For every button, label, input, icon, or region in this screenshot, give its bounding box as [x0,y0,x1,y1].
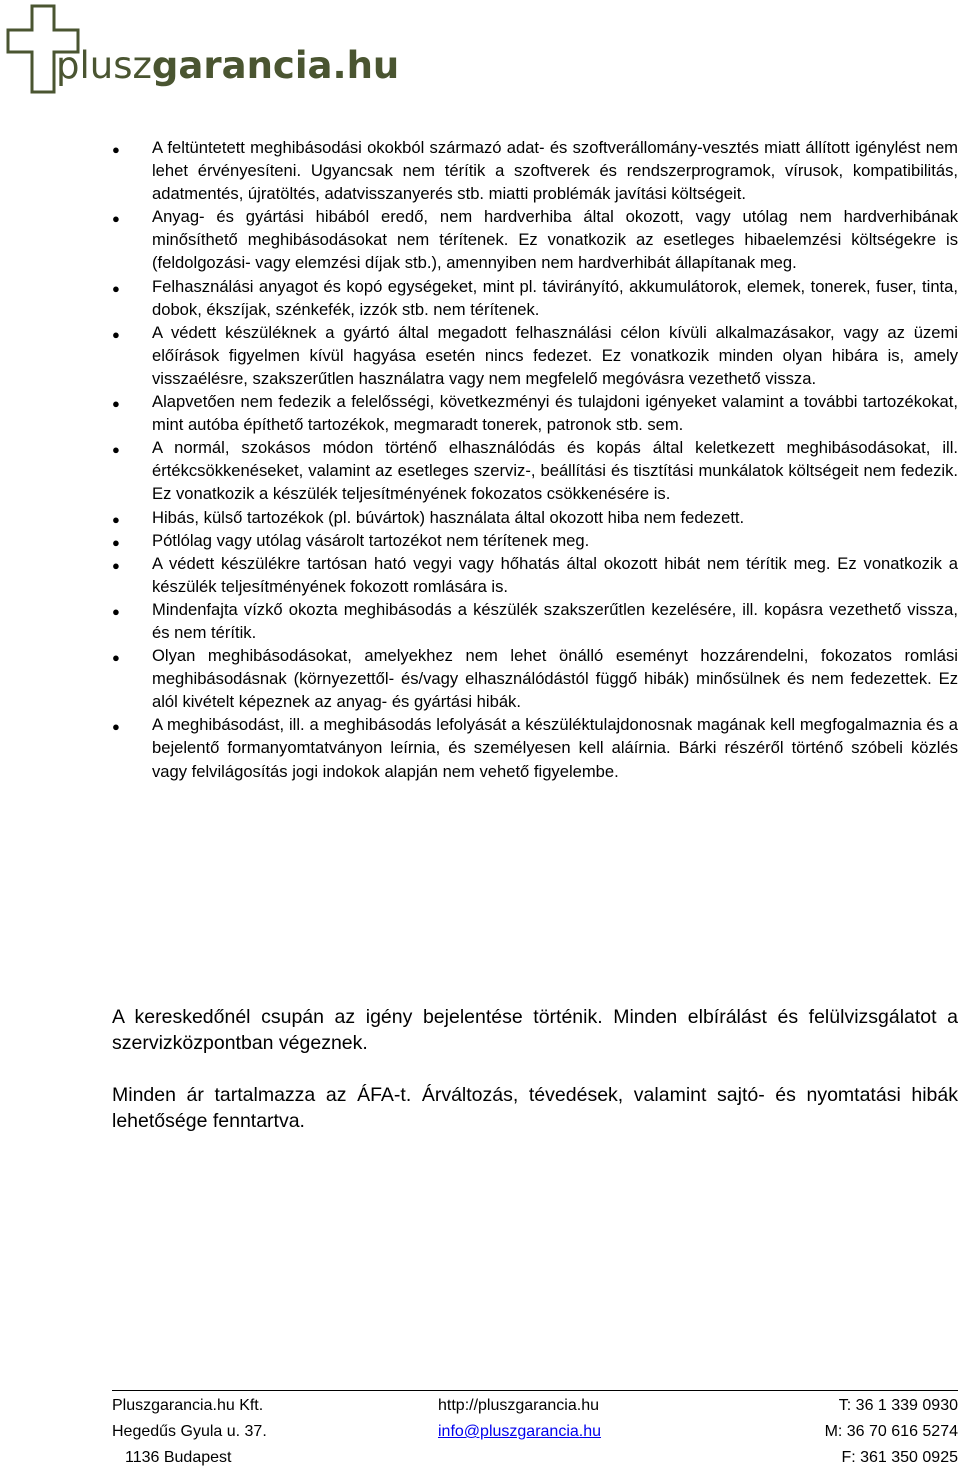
company-name: Pluszgarancia.hu Kft. [112,1397,264,1414]
list-item: ● A feltüntetett meghibásodási okokból származó adat- és szoftverállomány-vesztés miatt állított igénylést nem lehet érvényesíteni. Ugyancsak nem térítik a szoftverek és rendszerprogramok, vírusok, kompatibilitás, adatmentés, újratöltés, adatvisszanyerés stb. miatti problémák javítási költségeit. [112,138,958,204]
bullet-icon: ● [112,534,120,550]
list-item: ● A meghibásodást, ill. a meghibásodás lefolyását a készüléktulajdonosnak magának kell megfogalmaznia és a bejelentő formanyomtatványon leírnia, és személyesen kell aláírnia. Bárki részéről történő szóbeli közlés vagy felvilágosítás jogi indokok alapján nem vehető figyelembe. [112,715,958,781]
bullet-icon: ● [112,719,120,735]
bullet-icon: ● [112,142,120,157]
list-item: ● Felhasználási anyagot és kopó egységeket, mint pl. távirányító, akkumulátorok, elemek, tonerek, fuser, tinta, dobok, ékszíjak, szénkefék, izzók stb. nem térítenek. [112,276,958,319]
email-link[interactable]: info@pluszgarancia.hu [438,1423,602,1440]
bullet-icon: ● [112,326,120,342]
logo-text: pluszgarancia.hu [56,44,400,87]
list-item: ● Pótlólag vagy utólag vásárolt tartozékot nem térítenek meg. [112,529,958,552]
footer [112,1390,958,1466]
bullet-icon: ● [112,211,120,227]
bullet-icon: ● [112,280,120,296]
list-item: ● A védett készülékre tartósan ható vegyi vagy hőhatás által okozott hibát nem térítik meg. Ez vonatkozik a készülék teljesítményének fokozott romlására is. [112,553,958,596]
phone: T: 36 1 339 0930 [838,1397,958,1414]
footer-phones [758,1393,958,1471]
mobile: M: 36 70 616 5274 [824,1423,958,1440]
bullet-icon: ● [112,650,120,666]
footer-web [438,1393,668,1445]
list-item: ● Mindenfajta vízkő okozta meghibásodás a készülék szakszerűtlen kezelésére, ill. kopásra vezethető vissza, és nem térítik. [112,599,958,642]
city: 1136 Budapest [125,1449,232,1466]
bullet-icon: ● [112,511,120,527]
bullet-icon: ● [112,396,120,412]
claim-paragraph: A kereskedőnél csupán az igény bejelentése történik. Minden elbírálást és felülvizsgálatot a szervizközpontban végeznek. [112,1006,958,1054]
exclusions-list [112,136,958,783]
bullet-icon: ● [112,557,120,573]
website-link[interactable]: http://pluszgarancia.hu [438,1397,599,1414]
bullet-icon: ● [112,442,120,458]
list-item: ● Anyag- és gyártási hibából eredő, nem hardverhiba által okozott, vagy utólag nem hardverhibának minősíthető meghibásodásokat nem térítenek. Ez vonatkozik az esetleges hibaelemzési költségekre is (feldolgozási- vagy elemzési díjak stb.), amennyiben nem hardverhibát állapítanak meg. [112,207,958,273]
bullet-icon: ● [112,603,120,619]
list-item: ● A normál, szokásos módon történő elhasználódás és kopás által keletkezett meghibásodásokat, ill. értékcsökkenéseket, valamint az esetleges szerviz-, beállítási és tisztítási munkálatok költségeit nem fedezik. Ez vonatkozik a készülék teljesítményének fokozatos csökkenésére is. [112,438,958,504]
list-item: ● Alapvetően nem fedezik a felelősségi, következményi és tulajdoni igényeket valamint a további tartozékokat, mint autóba építhető tartozékok, megmaradt tonerek, patronok stb. sem. [112,392,958,435]
list-item: ● Hibás, külső tartozékok (pl. búvártok) használata által okozott hiba nem fedezett. [112,506,958,529]
list-item: ● Olyan meghibásodásokat, amelyekhez nem lehet önálló eseményt hozzárendelni, fokozatos romlási meghibásodásnak (környezettől- és/vagy elhasználódástól függő hibák) minősülnek és nem fedezettek. Ez alól kivételt képeznek az anyag- és gyártási hibák. [112,646,958,712]
fax: F: 361 350 0925 [841,1449,958,1466]
logo [4,4,454,96]
list-item: ● A védett készüléknek a gyártó által megadott felhasználási célon kívüli alkalmazásakor, vagy az üzemi előírások figyelmen kívül hagyása esetén nincs fedezet. Ez vonatkozik minden olyan hibára is, amely visszaélésre, szakszerűtlen használatra vagy nem megfelelő megóvásra vezethető vissza. [112,322,958,388]
street-address: Hegedűs Gyula u. 37. [112,1423,267,1440]
price-paragraph: Minden ár tartalmazza az ÁFA-t. Árváltozás, tévedések, valamint sajtó- és nyomtatási hibák lehetősége fenntartva. [112,1084,958,1132]
footer-address [112,1393,312,1471]
